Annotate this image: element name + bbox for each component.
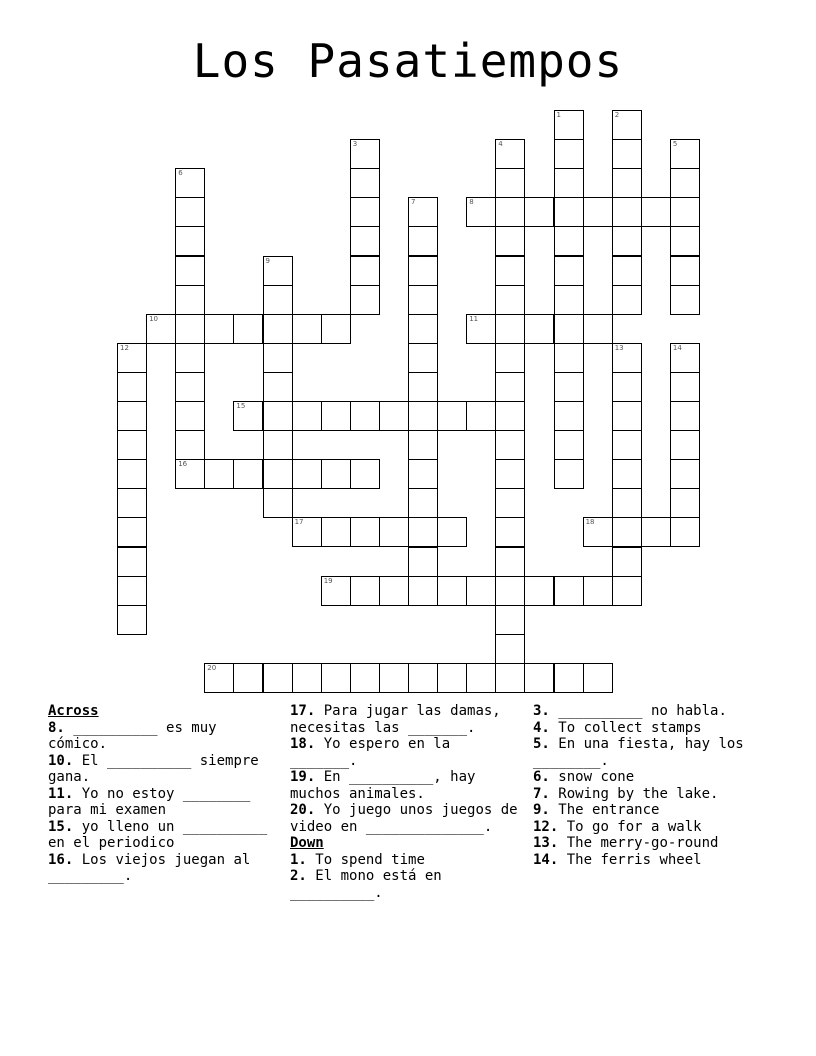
down-clue-4: 4. To collect stamps	[533, 719, 702, 736]
grid-cell[interactable]	[408, 663, 438, 693]
grid-cell[interactable]	[554, 139, 584, 169]
grid-cell[interactable]	[524, 663, 554, 693]
grid-cell[interactable]	[263, 343, 293, 373]
grid-cell[interactable]	[466, 663, 496, 693]
grid-cell[interactable]	[321, 517, 351, 547]
grid-cell[interactable]	[175, 285, 205, 315]
grid-cell[interactable]	[670, 430, 700, 460]
clue-number: 16	[178, 460, 188, 469]
grid-cell[interactable]	[204, 314, 234, 344]
grid-cell[interactable]	[263, 314, 293, 344]
grid-cell[interactable]	[321, 401, 351, 431]
grid-cell[interactable]	[117, 605, 147, 635]
grid-cell[interactable]	[408, 197, 438, 227]
grid-cell[interactable]	[175, 256, 205, 286]
grid-cell[interactable]	[408, 401, 438, 431]
grid-cell[interactable]	[670, 488, 700, 518]
grid-cell[interactable]	[175, 459, 205, 489]
grid-cell[interactable]	[466, 401, 496, 431]
grid-cell[interactable]	[495, 488, 525, 518]
grid-cell[interactable]	[554, 576, 584, 606]
grid-cell[interactable]	[292, 459, 322, 489]
across-clue-8: 8. __________ es muy cómico.	[48, 719, 217, 752]
grid-cell[interactable]	[612, 110, 642, 140]
grid-cell[interactable]	[292, 314, 322, 344]
grid-cell[interactable]	[612, 285, 642, 315]
down-clue-2: 2. El mono está en __________.	[290, 868, 442, 901]
grid-cell[interactable]	[408, 226, 438, 256]
grid-cell[interactable]	[583, 576, 613, 606]
down-heading: Down	[290, 835, 324, 851]
grid-cell[interactable]	[379, 663, 409, 693]
grid-cell[interactable]	[495, 197, 525, 227]
grid-cell[interactable]	[495, 605, 525, 635]
grid-cell[interactable]	[554, 343, 584, 373]
grid-cell[interactable]	[379, 517, 409, 547]
grid-cell[interactable]	[670, 285, 700, 315]
clue-number: 15	[236, 402, 246, 410]
grid-cell[interactable]	[612, 372, 642, 402]
grid-cell[interactable]	[495, 547, 525, 577]
grid-cell[interactable]	[583, 197, 613, 227]
down-clue-6: 6. snow cone	[533, 769, 635, 785]
grid-cell[interactable]	[263, 459, 293, 489]
grid-cell[interactable]	[175, 226, 205, 256]
across-clue-17: 17. Para jugar las damas, necesitas las _______.	[290, 703, 501, 736]
clue-number: 8	[469, 198, 474, 207]
grid-cell[interactable]	[612, 343, 642, 373]
grid-cell[interactable]	[117, 343, 147, 373]
grid-cell[interactable]	[233, 314, 263, 344]
grid-cell[interactable]	[408, 343, 438, 373]
grid-cell[interactable]	[321, 314, 351, 344]
clue-number: 9	[265, 256, 270, 265]
grid-cell[interactable]	[233, 459, 263, 489]
clue-number: 1	[556, 111, 561, 119]
grid-cell[interactable]	[612, 459, 642, 489]
grid-cell[interactable]	[408, 459, 438, 489]
grid-cell[interactable]	[437, 517, 467, 547]
grid-cell[interactable]	[524, 576, 554, 606]
grid-cell[interactable]	[117, 430, 147, 460]
down-clue-13: 13. The merry-go-round	[533, 835, 719, 851]
clues-column-2	[290, 703, 522, 901]
across-clue-10: 10. El __________ siempre gana.	[48, 752, 259, 785]
grid-cell[interactable]	[350, 401, 380, 431]
clue-number: 12	[120, 343, 129, 352]
grid-cell[interactable]	[612, 401, 642, 431]
grid-cell[interactable]	[670, 226, 700, 256]
grid-cell[interactable]	[583, 314, 613, 344]
grid-cell[interactable]	[495, 285, 525, 315]
grid-cell[interactable]	[117, 401, 147, 431]
grid-cell[interactable]	[670, 343, 700, 373]
grid-cell[interactable]	[350, 256, 380, 286]
clue-number: 11	[469, 314, 479, 323]
grid-cell[interactable]	[612, 430, 642, 460]
grid-cell[interactable]	[466, 576, 496, 606]
grid-cell[interactable]	[612, 226, 642, 256]
grid-cell[interactable]	[670, 139, 700, 169]
grid-cell[interactable]	[524, 197, 554, 227]
grid-cell[interactable]	[641, 197, 671, 227]
grid-cell[interactable]	[292, 663, 322, 693]
grid-cell[interactable]	[350, 285, 380, 315]
grid-cell[interactable]	[612, 488, 642, 518]
grid-cell[interactable]	[379, 576, 409, 606]
grid-cell[interactable]	[408, 285, 438, 315]
grid-cell[interactable]	[495, 168, 525, 198]
grid-cell[interactable]	[554, 226, 584, 256]
grid-cell[interactable]	[495, 343, 525, 373]
across-clue-11: 11. Yo no estoy ________ para mi examen	[48, 785, 251, 818]
clue-number: 5	[672, 140, 678, 149]
grid-cell[interactable]	[321, 663, 351, 693]
grid-cell[interactable]	[175, 168, 205, 198]
grid-cell[interactable]	[292, 401, 322, 431]
grid-cell[interactable]	[117, 517, 147, 547]
grid-cell[interactable]	[350, 517, 380, 547]
grid-cell[interactable]	[583, 517, 613, 547]
clue-number: 10	[149, 314, 159, 323]
grid-cell[interactable]	[350, 226, 380, 256]
grid-cell[interactable]	[175, 372, 205, 402]
grid-cell[interactable]	[670, 372, 700, 402]
across-clue-15: 15. yo lleno un __________ en el periodico	[48, 818, 268, 851]
grid-cell[interactable]	[408, 547, 438, 577]
grid-cell[interactable]	[204, 663, 234, 693]
grid-cell[interactable]	[263, 285, 293, 315]
grid-cell[interactable]	[554, 110, 584, 140]
grid-cell[interactable]	[466, 314, 496, 344]
grid-cell[interactable]	[117, 547, 147, 577]
grid-cell[interactable]	[612, 197, 642, 227]
down-clue-14: 14. The ferris wheel	[533, 851, 702, 868]
clue-number: 19	[323, 576, 333, 585]
grid-cell[interactable]	[670, 168, 700, 198]
grid-cell[interactable]	[263, 430, 293, 460]
puzzle-title: Los Pasatiempos	[192, 34, 624, 88]
grid-cell[interactable]	[670, 256, 700, 286]
clue-number: 2	[614, 111, 620, 119]
grid-cell[interactable]	[495, 663, 525, 693]
grid-cell[interactable]	[292, 517, 322, 547]
grid-cell[interactable]	[263, 663, 293, 693]
grid-cell[interactable]	[350, 168, 380, 198]
grid-cell[interactable]	[437, 576, 467, 606]
across-clue-16: 16. Los viejos juegan al _________.	[48, 851, 251, 884]
clue-number: 4	[498, 140, 503, 149]
grid-cell[interactable]	[350, 459, 380, 489]
grid-cell[interactable]	[641, 517, 671, 547]
grid-cell[interactable]	[495, 430, 525, 460]
grid-cell[interactable]	[437, 663, 467, 693]
grid-cell[interactable]	[670, 401, 700, 431]
grid-cell[interactable]	[554, 285, 584, 315]
grid-cell[interactable]	[495, 517, 525, 547]
grid-cell[interactable]	[263, 372, 293, 402]
grid-cell[interactable]	[408, 430, 438, 460]
clue-number: 3	[352, 140, 358, 149]
grid-cell[interactable]	[408, 314, 438, 344]
grid-cell[interactable]	[117, 488, 147, 518]
grid-cell[interactable]	[495, 401, 525, 431]
grid-cell[interactable]	[554, 197, 584, 227]
clue-number: 7	[411, 198, 416, 207]
clue-number: 14	[672, 343, 682, 352]
grid-cell[interactable]	[408, 256, 438, 286]
grid-cell[interactable]	[408, 517, 438, 547]
grid-cell[interactable]	[612, 256, 642, 286]
grid-cell[interactable]	[495, 256, 525, 286]
grid-cell[interactable]	[670, 197, 700, 227]
grid-cell[interactable]	[175, 401, 205, 431]
grid-cell[interactable]	[524, 314, 554, 344]
grid-cell[interactable]	[263, 401, 293, 431]
grid-cell[interactable]	[554, 459, 584, 489]
across-clue-19: 19. En __________, hay muchos animales.	[290, 769, 476, 802]
across-clue-18: 18. Yo espero en la _______.	[290, 736, 451, 769]
grid-cell[interactable]	[495, 372, 525, 402]
grid-cell[interactable]	[612, 576, 642, 606]
grid-cell[interactable]	[350, 197, 380, 227]
grid-cell[interactable]	[554, 401, 584, 431]
clue-number: 20	[207, 663, 217, 672]
grid-cell[interactable]	[495, 576, 525, 606]
grid-cell[interactable]	[263, 256, 293, 286]
grid-cell[interactable]	[321, 459, 351, 489]
grid-cell[interactable]	[263, 488, 293, 518]
grid-cell[interactable]	[350, 576, 380, 606]
grid-cell[interactable]	[670, 517, 700, 547]
grid-cell[interactable]	[175, 314, 205, 344]
grid-cell[interactable]	[350, 663, 380, 693]
down-clue-5: 5. En una fiesta, hay los ________.	[533, 736, 744, 769]
down-clue-1: 1. To spend time	[290, 851, 425, 868]
down-clue-12: 12. To go for a walk	[533, 818, 702, 835]
clue-number: 6	[178, 169, 183, 178]
grid-cell[interactable]	[466, 197, 496, 227]
grid-cell[interactable]	[554, 314, 584, 344]
grid-cell[interactable]	[408, 576, 438, 606]
grid-cell[interactable]	[495, 634, 525, 664]
grid-cell[interactable]	[612, 517, 642, 547]
grid-cell[interactable]	[175, 197, 205, 227]
grid-cell[interactable]	[554, 430, 584, 460]
grid-cell[interactable]	[175, 430, 205, 460]
clue-number: 17	[294, 518, 304, 527]
grid-cell[interactable]	[554, 168, 584, 198]
across-clue-20: 20. Yo juego unos juegos de video en ______________.	[290, 802, 518, 835]
grid-cell[interactable]	[350, 139, 380, 169]
grid-cell[interactable]	[408, 372, 438, 402]
grid-cell[interactable]	[117, 576, 147, 606]
grid-cell[interactable]	[233, 663, 263, 693]
grid-cell[interactable]	[554, 663, 584, 693]
grid-cell[interactable]	[554, 372, 584, 402]
down-clue-3: 3. __________ no habla.	[533, 703, 727, 719]
down-clue-7: 7. Rowing by the lake.	[533, 785, 719, 802]
grid-cell[interactable]	[204, 459, 234, 489]
grid-cell[interactable]	[495, 459, 525, 489]
across-heading: Across	[48, 703, 99, 719]
grid-cell[interactable]	[495, 314, 525, 344]
clues-column-3	[533, 703, 773, 868]
grid-cell[interactable]	[408, 488, 438, 518]
grid-cell[interactable]	[117, 372, 147, 402]
grid-cell[interactable]	[495, 226, 525, 256]
grid-cell[interactable]	[321, 576, 351, 606]
clue-number: 18	[585, 518, 595, 527]
grid-cell[interactable]	[670, 459, 700, 489]
grid-cell[interactable]	[175, 343, 205, 373]
grid-cell[interactable]	[612, 547, 642, 577]
grid-cell[interactable]	[117, 459, 147, 489]
grid-cell[interactable]	[612, 168, 642, 198]
grid-cell[interactable]	[146, 314, 176, 344]
grid-cell[interactable]	[379, 401, 409, 431]
grid-cell[interactable]	[495, 139, 525, 169]
grid-cell[interactable]	[612, 139, 642, 169]
grid-cell[interactable]	[583, 663, 613, 693]
down-clue-9: 9. The entrance	[533, 802, 660, 818]
clues-column-1	[48, 703, 273, 885]
grid-cell[interactable]	[233, 401, 263, 431]
clue-number: 13	[614, 343, 624, 352]
grid-cell[interactable]	[554, 256, 584, 286]
grid-cell[interactable]	[437, 401, 467, 431]
